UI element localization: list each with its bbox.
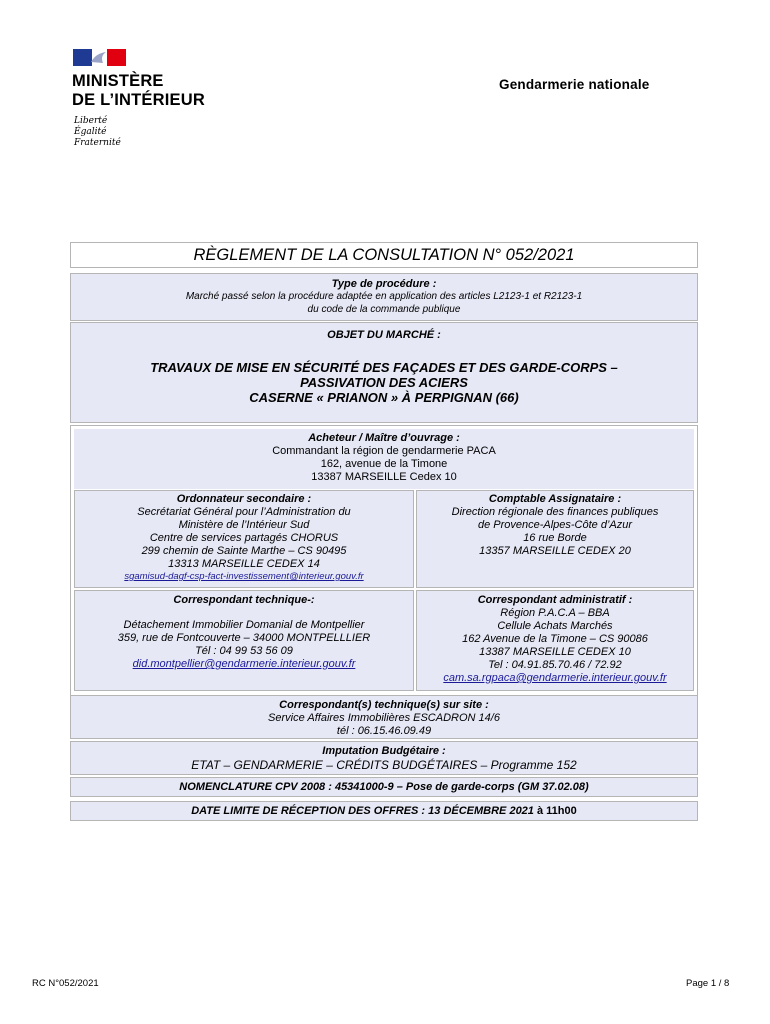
- organization-name: Gendarmerie nationale: [499, 77, 650, 92]
- ministry-line-2: DE L’INTÉRIEUR: [72, 91, 205, 109]
- imputation-box: [70, 741, 698, 775]
- imputation-heading: Imputation Budgétaire :: [322, 745, 446, 757]
- acheteur-line-3: 13387 MARSEILLE Cedex 10: [311, 471, 457, 483]
- footer-reference: RC N°052/2021: [32, 978, 99, 989]
- motto-liberte: Liberté: [74, 116, 108, 126]
- objet-line-1: TRAVAUX DE MISE EN SÉCURITÉ DES FAÇADES ET DES GARDE-CORPS –: [150, 360, 618, 375]
- comptable-heading: Comptable Assignataire :: [488, 493, 622, 505]
- objet-line-2: PASSIVATION DES ACIERS: [300, 375, 468, 390]
- correspondant-administratif-email-link[interactable]: cam.sa.rgpaca@gendarmerie.interieur.gouv.fr: [443, 672, 667, 684]
- nomenclature-box: [70, 777, 698, 797]
- correspondant-technique-section: [74, 590, 414, 691]
- correspondant-site-line-2: tél : 06.15.46.09.49: [336, 725, 432, 737]
- republic-motto: [74, 116, 121, 149]
- correspondant-administratif-line-1: Région P.A.C.A – BBA: [500, 607, 610, 619]
- ordonnateur-line-4: 299 chemin de Sainte Marthe – CS 90495: [141, 545, 347, 557]
- marianne-flag-logo: [73, 49, 126, 66]
- acheteur-heading: Acheteur / Maître d’ouvrage :: [308, 432, 460, 444]
- acheteur-line-2: 162, avenue de la Timone: [320, 458, 448, 470]
- correspondant-administratif-line-2: Cellule Achats Marchés: [497, 620, 613, 632]
- ordonnateur-line-2: Ministère de l’Intérieur Sud: [178, 519, 310, 531]
- acheteur-section: [74, 429, 694, 489]
- ordonnateur-heading: Ordonnateur secondaire :: [176, 493, 312, 505]
- correspondant-technique-line-2: 359, rue de Fontcouverte – 34000 MONTPELLLIER: [117, 632, 371, 644]
- ordonnateur-line-1: Secrétariat Général pour l’Administration du: [137, 506, 351, 518]
- correspondant-technique-line-3: Tél : 04 99 53 56 09: [195, 645, 293, 657]
- comptable-line-3: 16 rue Borde: [523, 532, 587, 544]
- motto-egalite: Égalité: [74, 127, 107, 137]
- procedure-box: [70, 273, 698, 321]
- ordonnateur-email-link[interactable]: sgamisud-dagf-csp-fact-investissement@interieur.gouv.fr: [124, 571, 364, 582]
- correspondant-site-line-1: Service Affaires Immobilières ESCADRON 14/6: [268, 712, 500, 724]
- correspondant-site-heading: Correspondant(s) technique(s) sur site :: [279, 699, 489, 711]
- objet-heading: OBJET DU MARCHÉ :: [327, 329, 441, 341]
- correspondant-administratif-line-4: 13387 MARSEILLE CEDEX 10: [479, 646, 631, 658]
- date-limite-time: à 11h00: [533, 805, 577, 817]
- nomenclature-text: NOMENCLATURE CPV 2008 : 45341000-9 – Pose de garde-corps (GM 37.02.08): [179, 781, 589, 793]
- procedure-heading: Type de procédure :: [331, 278, 437, 290]
- title-box: [70, 242, 698, 268]
- ordonnateur-section: [74, 490, 414, 588]
- procedure-line-2: du code de la commande publique: [307, 303, 461, 315]
- comptable-line-2: de Provence-Alpes-Côte d’Azur: [477, 519, 633, 531]
- date-limite-text: DATE LIMITE DE RÉCEPTION DES OFFRES : 13 DÉCEMBRE 2021: [191, 805, 534, 817]
- objet-box: [70, 322, 698, 423]
- objet-line-3: CASERNE « PRIANON » À PERPIGNAN (66): [249, 390, 519, 405]
- procedure-line-1: Marché passé selon la procédure adaptée en application des articles L2123-1 et R2123-1: [185, 291, 583, 302]
- correspondant-site-box: [70, 695, 698, 739]
- footer-page-number: Page 1 / 8: [686, 978, 730, 989]
- comptable-line-1: Direction régionale des finances publiques: [451, 506, 659, 518]
- comptable-section: [416, 490, 694, 588]
- acheteur-line-1: Commandant la région de gendarmerie PACA: [272, 445, 496, 457]
- motto-fraternite: Fraternité: [74, 138, 121, 148]
- ordonnateur-line-5: 13313 MARSEILLE CEDEX 14: [168, 558, 320, 570]
- correspondant-technique-heading: Correspondant technique-:: [173, 594, 315, 606]
- correspondant-technique-email-link[interactable]: did.montpellier@gendarmerie.interieur.gouv.fr: [132, 658, 356, 670]
- imputation-line: ETAT – GENDARMERIE – CRÉDITS BUDGÉTAIRES – Programme 152: [191, 758, 577, 772]
- ordonnateur-line-3: Centre de services partagés CHORUS: [149, 532, 339, 544]
- comptable-line-4: 13357 MARSEILLE CEDEX 20: [479, 545, 631, 557]
- ministry-name: [72, 72, 205, 110]
- correspondant-administratif-line-5: Tel : 04.91.85.70.46 / 72.92: [488, 659, 622, 671]
- correspondant-administratif-line-3: 162 Avenue de la Timone – CS 90086: [462, 633, 648, 645]
- date-limite-box: [70, 801, 698, 821]
- ministry-line-1: MINISTÈRE: [72, 72, 164, 90]
- correspondant-technique-line-1: Détachement Immobilier Domanial de Montpellier: [123, 619, 365, 631]
- document-title: RÈGLEMENT DE LA CONSULTATION N° 052/2021: [193, 246, 575, 264]
- correspondant-administratif-section: [416, 590, 694, 691]
- correspondant-administratif-heading: Correspondant administratif :: [477, 594, 633, 606]
